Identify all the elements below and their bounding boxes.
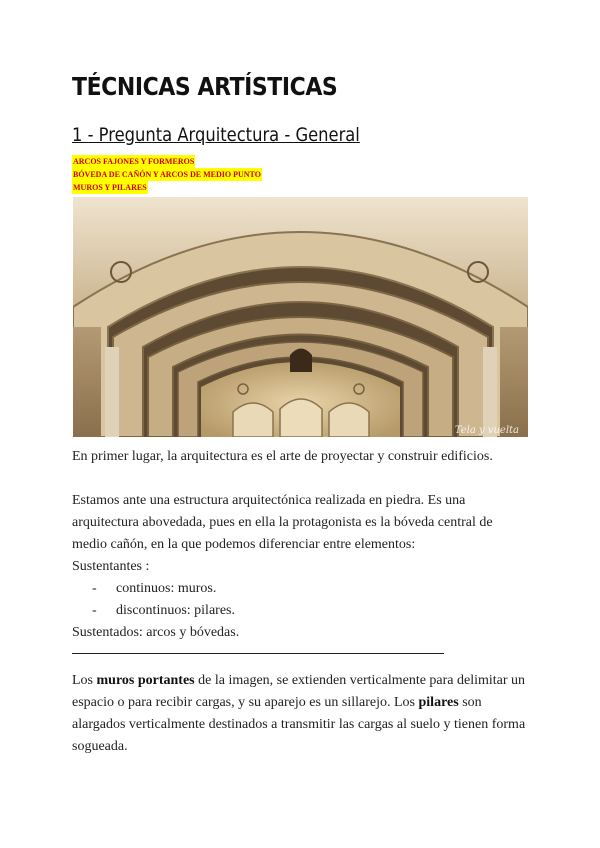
paragraph-structure	[72, 490, 512, 644]
highlight-line-1: ARCOS FAJONES Y FORMEROS	[73, 157, 195, 166]
bold-term-pilares: pilares	[418, 695, 459, 710]
text-run: son alargados verticalmente destinados a transmitir las cargas al suelo y tienen forma sogueada.	[72, 695, 526, 754]
paragraph-line: medio cañón, en la que podemos diferenciar entre elementos:	[72, 537, 416, 552]
list-item	[72, 600, 512, 622]
highlight-line-2: BÓVEDA DE CAÑÓN Y ARCOS DE MEDIO PUNTO	[73, 170, 261, 179]
list-item-text: discontinuos: pilares.	[116, 603, 235, 618]
highlight-line-3: MUROS Y PILARES	[73, 183, 147, 192]
section-heading: 1 - Pregunta Arquitectura - General	[72, 124, 360, 146]
bold-term-muros: muros portantes	[96, 673, 195, 688]
list-dash: -	[92, 603, 97, 618]
page-title: TÉCNICAS ARTÍSTICAS	[72, 72, 338, 101]
text-run: de la imagen, se extienden verticalmente para delimitar un espacio o para recibir cargas, y su aparejo es un sillarejo. Los	[72, 673, 526, 710]
highlighted-keywords	[72, 155, 262, 194]
sustentados-line: Sustentados: arcos y bóvedas.	[72, 625, 240, 640]
list-dash: -	[92, 581, 97, 596]
sustentantes-label: Sustentantes :	[72, 559, 150, 574]
text-run: Los	[72, 673, 97, 688]
list-item-text: continuos: muros.	[116, 581, 217, 596]
image-watermark: Tela y vuelta	[454, 425, 519, 436]
divider-line	[72, 653, 444, 654]
list-item	[72, 578, 512, 600]
romanesque-vault-photo	[73, 197, 528, 437]
paragraph-intro: En primer lugar, la arquitectura es el arte de proyectar y construir edificios.	[72, 449, 493, 464]
paragraph-line: Estamos ante una estructura arquitectónica realizada en piedra. Es una	[72, 493, 466, 508]
paragraph-muros-pilares	[72, 670, 527, 758]
paragraph-line: arquitectura abovedada, pues en ella la protagonista es la bóveda central de	[72, 515, 493, 530]
